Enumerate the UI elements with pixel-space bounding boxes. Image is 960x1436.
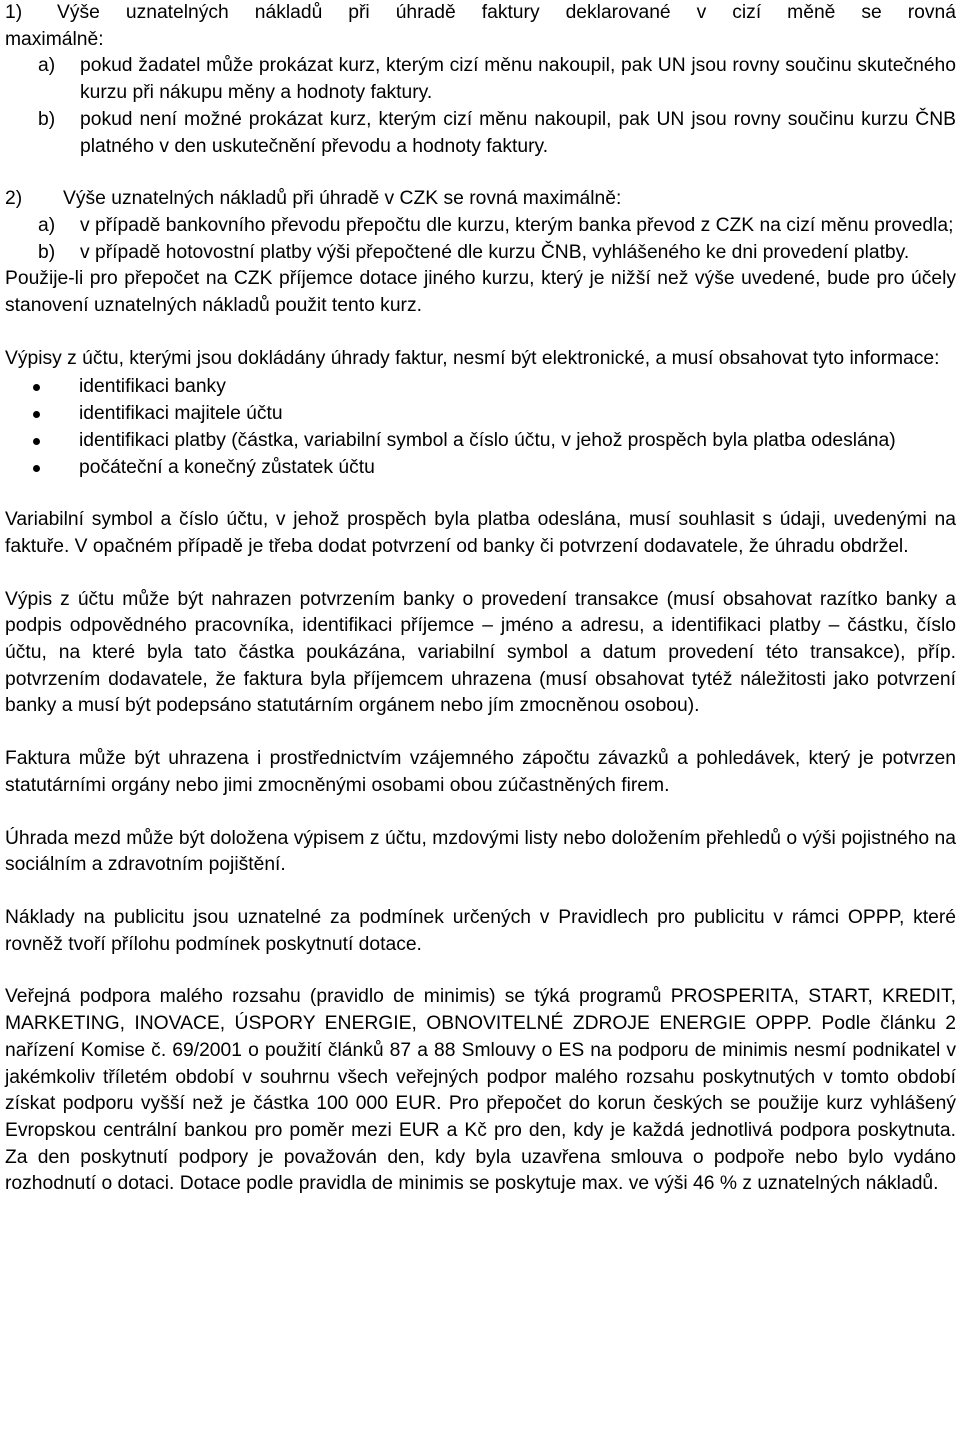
item-text: v případě hotovostní platby výši přepočtené dle kurzu ČNB, vyhlášeného ke dni provedení platby. (80, 241, 910, 263)
item-text: pokud není možné prokázat kurz, kterým cizí měnu nakoupil, pak UN jsou rovny součinu kurzu ČNB platného v den uskutečnění převodu a hodnoty faktury. (80, 108, 956, 157)
item-label: a) (38, 55, 56, 77)
list-item: identifikaci banky (5, 374, 956, 401)
item-label: a) (38, 214, 56, 236)
paragraph-publicity: Náklady na publicitu jsou uznatelné za podmínek určených v Pravidlech pro publicitu v rámci OPPP, které rovněž tvoří přílohu podmínek poskytnutí dotace. (5, 906, 956, 955)
item-text: pokud žadatel může prokázat kurz, kterým cizí měnu nakoupil, pak UN jsou rovny součinu skutečného kurzu při nákupu měny a hodnoty faktury. (80, 55, 956, 104)
paragraph-de-minimis: Veřejná podpora malého rozsahu (pravidlo de minimis) se týká programů PROSPERITA, START, KREDIT, MARKETING, INOVACE, ÚSPORY ENERGIE, OBNOVITELNÉ ZDROJE ENERGIE OPPP. Podle článku 2 nařízení Komise č. 69/2001 o použití článků 87 a 88 Smlouvy o ES na podporu de minimis nesmí podnikatel v jakémkoliv tříletém období v souhrnu všech veřejných podpor malého rozsahu poskytnutých v tomto období získat podporu vyšší než je částka 100 000 EUR. Pro přepočet do korun českých se použije kurz vyhlášený Evropskou centrální bankou pro poměr mezi EUR a Kč pro den, kdy je každá jednotlivá podpora poskytnuta. Za den poskytnutí podpory je považován den, kdy byla uzavřena smlouva o podpoře nebo bylo vydáno rozhodnutí o dotaci. Dotace podle pravidla de minimis se poskytuje max. ve výši 46 % z uznatelných nákladů. (5, 986, 956, 1195)
section-1-item-a (5, 53, 956, 106)
bullet-icon (5, 455, 79, 482)
item-label: b) (38, 108, 56, 130)
section-1-item-b (5, 107, 956, 160)
section-1 (5, 0, 956, 160)
section-2 (5, 186, 956, 320)
document-page (5, 0, 956, 1198)
paragraph-variable-symbol: Variabilní symbol a číslo účtu, v jehož prospěch byla platba odeslána, musí souhlasit s údaji, uvedenými na faktuře. V opačném případě je třeba dodat potvrzení od banky či potvrzení dodavatele, že úhradu obdržel. (5, 509, 956, 557)
list-item: identifikaci majitele účtu (5, 401, 956, 428)
bullet-icon (5, 374, 79, 401)
section-2-number: 2) (5, 188, 23, 210)
section-2-item-b (5, 240, 956, 267)
paragraph-bank-confirmation: Výpis z účtu může být nahrazen potvrzením banky o provedení transakce (musí obsahovat razítko banky a podpis odpovědného pracovníka, identifikaci příjemce – jméno a adresu, a identifikaci platby – částku, číslo účtu, na které byla tato částka poukázána, variabilní symbol a datum provedení této transakce), příp. potvrzením dodavatele, že faktura byla příjemcem uhrazena (musí obsahovat tytéž náležitosti jako potvrzení banky a musí být podepsáno statutárním orgánem nebo jím zmocněnou osobou). (5, 588, 956, 717)
item-label: b) (38, 241, 56, 263)
section-2-note: Použije-li pro přepočet na CZK příjemce dotace jiného kurzu, který je nižší než výše uvedené, bude pro účely stanovení uznatelných nákladů použit tento kurz. (5, 268, 956, 317)
bullet-icon (5, 428, 79, 455)
statements-bullet-list (5, 374, 956, 481)
paragraph-offsetting: Faktura může být uhrazena i prostřednictvím vzájemného zápočtu závazků a pohledávek, který je potvrzen statutárními orgány nebo jimi zmocněnými osobami obou zúčastněných firem. (5, 748, 956, 796)
section-1-intro-rest: maximálně: (5, 28, 104, 50)
statements-intro: Výpisy z účtu, kterými jsou dokládány úhrady faktur, nesmí být elektronické, a musí obsahovat tyto informace: (5, 347, 940, 369)
list-item: počáteční a konečný zůstatek účtu (5, 455, 956, 482)
statements-block (5, 346, 956, 482)
section-1-number: 1) (5, 2, 23, 23)
list-item: identifikaci platby (částka, variabilní symbol a číslo účtu, v jehož prospěch byla platba odeslána) (5, 428, 956, 455)
section-2-intro: Výše uznatelných nákladů při úhradě v CZK se rovná maximálně: (63, 188, 622, 210)
item-text: v případě bankovního převodu přepočtu dle kurzu, kterým banka převod z CZK na cizí měnu provedla; (80, 214, 954, 236)
section-1-intro-line: Výše uznatelných nákladů při úhradě faktury deklarované v cizí měně se rovná (57, 2, 956, 23)
bullet-icon (5, 401, 79, 428)
paragraph-wages: Úhrada mezd může být doložena výpisem z účtu, mzdovými listy nebo doložením přehledů o výši pojistného na sociálním a zdravotním pojištění. (5, 827, 956, 876)
section-2-item-a (5, 213, 956, 240)
